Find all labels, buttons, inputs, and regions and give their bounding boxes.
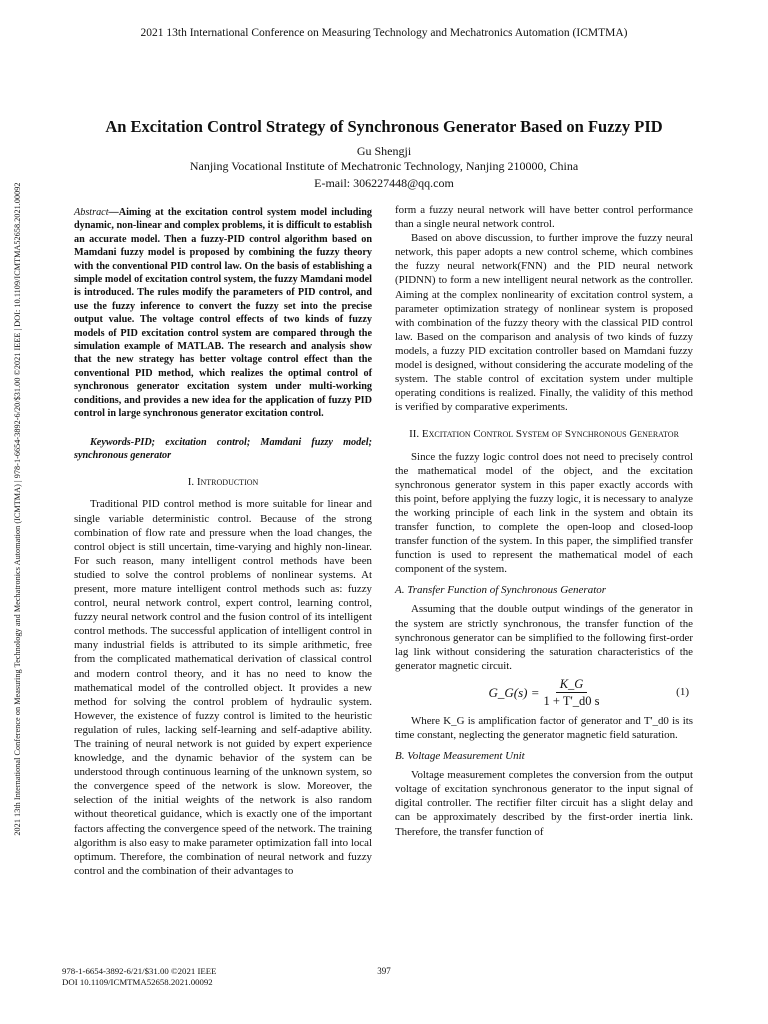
sidebar-doi-text: 2021 13th International Conference on Measuring Technology and Mechatronics Automation (ICMTMA) | 978-1-6654-3892-6/20/$31.00 ©2021 IEEE | DOI: 10.1109/ICMTMA52658.2021.00092 xyxy=(13,182,22,836)
left-column xyxy=(74,206,372,878)
subsection-heading-voltage-measurement: B. Voltage Measurement Unit xyxy=(395,750,525,763)
paper-author: Gu Shengji xyxy=(356,144,412,158)
sidebar-doi-strip xyxy=(6,100,20,918)
keywords: Keywords-PID; excitation control; Mamdani fuzzy model; synchronous generator xyxy=(74,436,372,461)
footer-isbn: 978-1-6654-3892-6/21/$31.00 ©2021 IEEE xyxy=(62,966,217,976)
paper-email: E-mail: 306227448@qq.com xyxy=(314,176,454,190)
abstract-text: —Aiming at the excitation control system model including dynamic, non-linear and complex problems, it is difficult to establish an accurate model. Then a fuzzy-PID control algorithm based on Mamdani fuzzy model is proposed by combining the fuzzy theory with the conventional PID control law. On the basis of establishing a simple model of excitation control system, the fuzzy Mamdani model is introduced. The rules modify the parameters of PID control, and use the fuzzy inference to convert the fuzzy set into the precise output value. The voltage control effects of two kinds of fuzzy models of PID excitation control system are compared through the simulation example of MATLAB. The research and analysis show that the new strategy has better voltage control effect than the conventional PID method, which realizes the optimal control of synchronous generator excitation system under multi-working conditions, and provides a new idea for the application of fuzzy PID control in large synchronous generator excitation control. xyxy=(74,207,372,420)
abstract xyxy=(74,206,372,421)
subsection-a-paragraph: Assuming that the double output windings of the generator in the system are strictly synchronous, the transfer function of the synchronous generator can be simplified to the following first-order lag link without considering the saturation characteristics of the generator magnetic circuit. xyxy=(395,603,693,672)
conference-header: 2021 13th International Conference on Measuring Technology and Mechatronics Automation (ICMTMA) xyxy=(140,27,628,39)
subsection-b-paragraph: Voltage measurement completes the conversion from the output voltage of excitation synchronous generator to the input signal of digital controller. The rectifier filter circuit has a slight delay and can be approximately described by the first-order inertia link. Therefore, the transfer function of xyxy=(395,769,693,838)
abstract-label: Abstract xyxy=(74,207,109,218)
equation-fraction xyxy=(544,676,600,709)
continued-paragraph: form a fuzzy neural network will have better control performance than a single neural network control. xyxy=(395,204,693,231)
intro-paragraph: Traditional PID control method is more suitable for linear and single variable deterministic control. Because of the strong combination of flow rate and pressure when the load changes, the control object is still uncertain, time-varying and highly non-linear. For such reason, many intelligent control methods have been studied to solve the control problems of nonlinear systems. At present, more mature intelligent control methods such as: fuzzy control, neural network control, expert control, learning control, fuzzy neural network control and the fusion control of its intelligent control methods. The successful application of intelligent control in many industrial fields is attributed to its simple arithmetic, free from the complicated mathematical derivation of classical control and modern control theory, and it has no need to know the mathematical model of the controlled object. It provides a new method for solving the control problem of hydraulic system. However, the existence of fuzzy control is limited to the heuristic regulation of rules, lacking self-learning and self-adaptive ability. The training of neural network is not guided by expert experience knowledge, and the dynamic behavior of the system can be understood through continuous learning of the unknown system, so the convergence speed of the network is slow. Moreover, the selection of the initial weights of the network is also random without theoretical guidance, which is exactly one of the important factors affecting the convergence speed of the network. The training algorithm is also easy to make parameter optimization fall into local optimum. Therefore, the combination of neural network and fuzzy control and the combination of their advantages to xyxy=(74,498,372,877)
equation-numerator: K_G xyxy=(556,676,588,693)
section2-paragraph: Since the fuzzy logic control does not need to precisely control the mathematical model of the object, and the excitation synchronous generator system in this paper exactly accords with this point, before applying the fuzzy logic, it is necessary to analyze the working principle of each link in the system and obtain its transfer function, to complete the open-loop and closed-loop transfer function of the system. In this paper, the simplified transfer function is used to represent the mathematical model of each component of the system. xyxy=(395,450,693,576)
equation-lhs: G_G(s) = xyxy=(488,684,540,700)
section-heading-introduction: I. Introduction xyxy=(187,476,259,489)
equation-denominator: 1 + T'_d0 s xyxy=(543,694,600,709)
where-paragraph: Where K_G is amplification factor of generator and T'_d0 is its time constant, neglecting the generator magnetic field saturation. xyxy=(395,714,693,741)
section-heading-excitation-control: II. Excitation Control System of Synchronous Generator xyxy=(409,428,679,441)
paper-title: An Excitation Control Strategy of Synchronous Generator Based on Fuzzy PID xyxy=(105,117,663,136)
discussion-paragraph: Based on above discussion, to further improve the fuzzy neural network, this paper adopts a new control scheme, which combines the fuzzy neural network(FNN) and the PID neural network (PIDNN) to form a new intelligent neural network as the controller. Aiming at the complex nonlinearity of excitation control system, a parameter optimization strategy of nonlinear system is proposed with combination of the fuzzy theory with the classical PID control law. Based on the comparison and analysis of two kinds of fuzzy models, a fuzzy PID excitation controller based on Mamdani fuzzy model is designed, without considering the accurate modeling of the system. The stable control of excitation system under multiple operating conditions is realized. Finally, the validity of this method is verified by comparative experiments. xyxy=(395,232,693,414)
equation-1 xyxy=(395,675,693,711)
right-column xyxy=(395,203,693,839)
page-number: 397 xyxy=(377,966,391,976)
subsection-heading-transfer-function: A. Transfer Function of Synchronous Generator xyxy=(395,584,607,597)
equation-number: (1) xyxy=(676,685,689,698)
paper-affiliation: Nanjing Vocational Institute of Mechatronic Technology, Nanjing 210000, China xyxy=(189,159,579,173)
footer-doi: DOI 10.1109/ICMTMA52658.2021.00092 xyxy=(62,977,213,987)
